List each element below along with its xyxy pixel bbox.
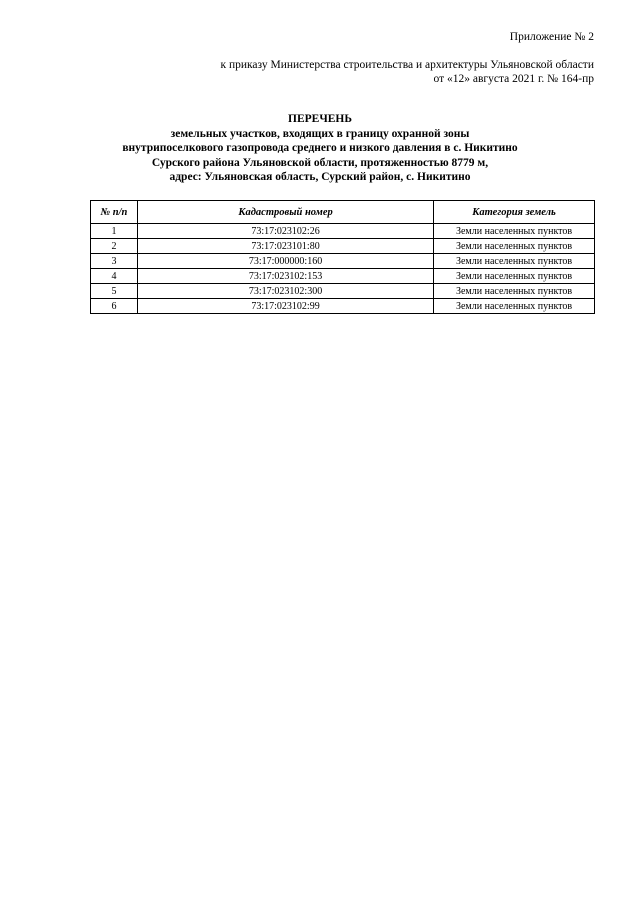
appendix-label: Приложение № 2 [509,31,594,43]
row-land-category: Земли населенных пунктов [434,299,595,314]
row-number: 4 [91,269,138,284]
table-row [91,239,595,254]
title-heading: ПЕРЕЧЕНЬ [288,113,352,125]
title-line-1: земельных участков, входящих в границу охранной зоны [170,127,470,140]
row-cadastral-number: 73:17:000000:160 [137,254,433,269]
row-number: 3 [91,254,138,269]
row-number: 2 [91,239,138,254]
row-cadastral-number: 73:17:023102:26 [137,224,433,239]
row-cadastral-number: 73:17:023102:300 [137,284,433,299]
land-plots-table [90,200,595,314]
row-cadastral-number: 73:17:023102:99 [137,299,433,314]
row-land-category: Земли населенных пунктов [434,239,595,254]
table-header-row [91,201,595,224]
order-line-1: к приказу Министерства строительства и архитектуры Ульяновской области [220,59,594,71]
table-row [91,224,595,239]
row-land-category: Земли населенных пунктов [434,269,595,284]
table-row [91,299,595,314]
row-cadastral-number: 73:17:023101:80 [137,239,433,254]
row-land-category: Земли населенных пунктов [434,254,595,269]
header-number: № п/п [91,201,138,224]
row-number: 6 [91,299,138,314]
row-number: 1 [91,224,138,239]
table-row [91,254,595,269]
table-row [91,269,595,284]
row-land-category: Земли населенных пунктов [434,284,595,299]
order-reference [221,58,595,86]
row-number: 5 [91,284,138,299]
order-line-2: от «12» августа 2021 г. № 164-пр [433,73,594,85]
title-line-2: внутрипоселкового газопровода среднего и низкого давления в с. Никитино [122,142,518,155]
document-title [0,112,640,185]
title-line-3: Сурского района Ульяновской области, протяженностью 8779 м, [151,156,489,169]
table-row [91,284,595,299]
title-line-4: адрес: Ульяновская область, Сурский район, с. Никитино [169,171,471,184]
row-cadastral-number: 73:17:023102:153 [137,269,433,284]
header-land-category: Категория земель [434,201,595,224]
header-cadastral-number: Кадастровый номер [137,201,433,224]
row-land-category: Земли населенных пунктов [434,224,595,239]
